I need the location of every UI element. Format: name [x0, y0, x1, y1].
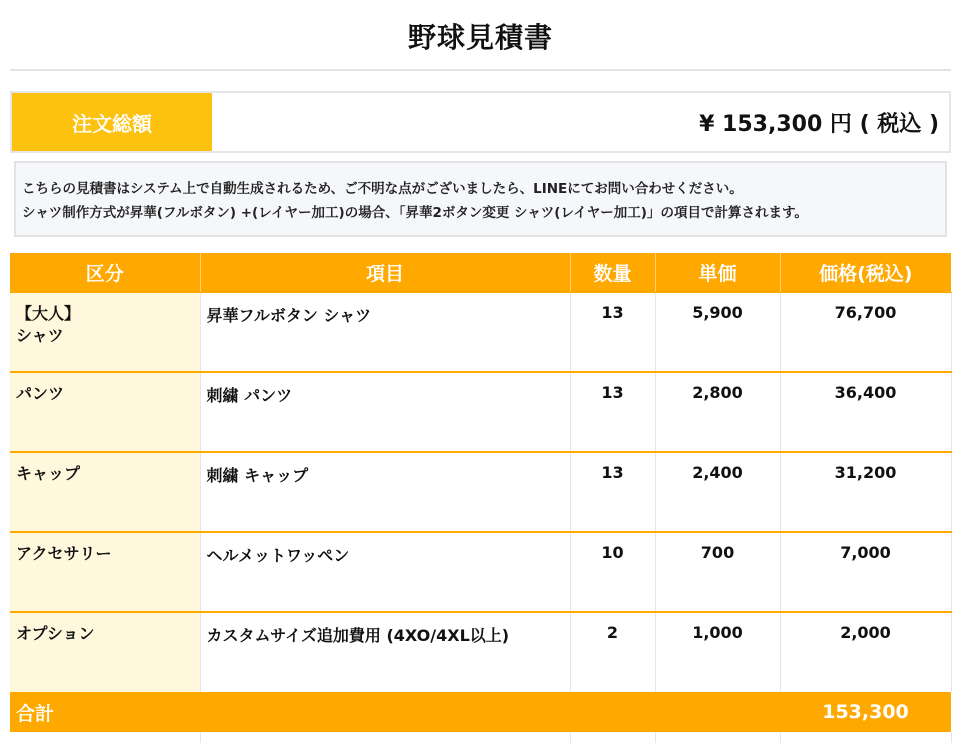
header-qty: 数量 [570, 253, 655, 292]
order-total-box [10, 91, 951, 153]
order-total-label: 注文総額 [12, 93, 212, 151]
table-row [10, 292, 951, 372]
row-unit-price: 2,400 [655, 452, 780, 532]
row-category [10, 532, 200, 612]
row-price: 2,000 [780, 612, 951, 692]
row-qty: 2 [570, 612, 655, 692]
notice-line-2: シャツ制作方式が昇華(フルボタン) +(レイヤー加工)の場合、「昇華2ボタン変更 シャツ(レイヤー加工)」の項目で計算されます。 [22, 205, 808, 221]
notice-box [14, 161, 947, 237]
category-label: アクセサリー [16, 544, 112, 563]
row-item: カスタムサイズ追加費用 (4XO/4XL以上) [200, 612, 570, 692]
table-row [10, 372, 951, 452]
category-label: パンツ [16, 384, 65, 403]
total-row-label: 合計 [10, 692, 780, 732]
title-divider [10, 69, 951, 71]
order-total-value: ¥ 153,300 円 ( 税込 ) [699, 111, 939, 137]
total-row-value: 153,300 [780, 692, 951, 732]
row-unit-price: 1,000 [655, 612, 780, 692]
row-unit-price: 700 [655, 532, 780, 612]
page-title: 野球見積書 [407, 21, 553, 54]
row-item: 刺繍 キャップ [200, 452, 570, 532]
table-header-row [10, 253, 951, 292]
row-qty: 10 [570, 532, 655, 612]
header-item: 項目 [200, 253, 570, 292]
header-price: 価格(税込) [780, 253, 951, 292]
row-item: 刺繍 パンツ [200, 372, 570, 452]
row-category [10, 292, 200, 372]
category-sublabel: シャツ [16, 325, 64, 345]
row-qty: 13 [570, 452, 655, 532]
row-item: ヘルメットワッペン [200, 532, 570, 612]
category-label: 【大人】 [16, 303, 81, 323]
row-unit-price: 5,900 [655, 292, 780, 372]
table-row [10, 532, 951, 612]
row-qty: 13 [570, 292, 655, 372]
notice-line-1: こちらの見積書はシステム上で自動生成されるため、ご不明な点がございましたら、LINEにてお問い合わせください。 [22, 181, 743, 197]
row-unit-price: 2,800 [655, 372, 780, 452]
row-item: 昇華フルボタン シャツ [200, 292, 570, 372]
table-row [10, 452, 951, 532]
row-price: 7,000 [780, 532, 951, 612]
table-filler-row [10, 732, 951, 743]
row-qty: 13 [570, 372, 655, 452]
row-price: 36,400 [780, 372, 951, 452]
row-price: 76,700 [780, 292, 951, 372]
table-row [10, 612, 951, 692]
category-label: キャップ [16, 464, 81, 483]
header-category: 区分 [10, 253, 200, 292]
row-price: 31,200 [780, 452, 951, 532]
estimate-table [10, 253, 952, 743]
total-row [10, 692, 951, 732]
row-category [10, 612, 200, 692]
header-unit-price: 単価 [655, 253, 780, 292]
category-label: オプション [16, 624, 95, 643]
row-category [10, 452, 200, 532]
row-category [10, 372, 200, 452]
